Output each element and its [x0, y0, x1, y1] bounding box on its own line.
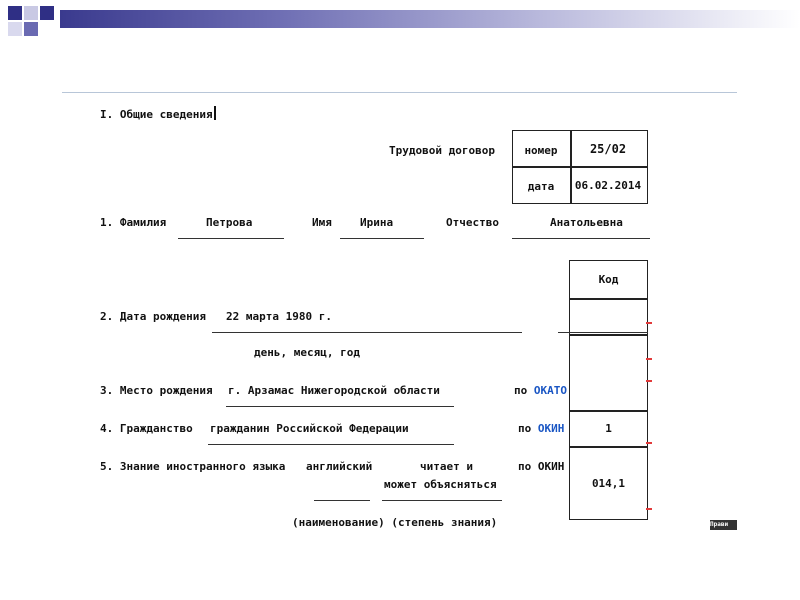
birthdate-label: 2. Дата рождения	[100, 310, 206, 323]
birthdate-underline	[212, 332, 522, 333]
decor-square	[24, 22, 38, 36]
cutoff-label: Прави	[710, 520, 737, 530]
patronymic-label: Отчество	[446, 216, 499, 229]
language-level-underline	[382, 500, 502, 501]
code-header: Код	[598, 273, 619, 286]
contract-date-label: дата	[527, 180, 555, 193]
header-gradient	[60, 10, 800, 28]
language-code[interactable]: 014,1	[591, 477, 626, 490]
surname-value[interactable]: Петрова	[206, 216, 253, 229]
decor-square	[24, 6, 38, 20]
patronymic-underline	[512, 238, 650, 239]
language-hint: (наименование) (степень знания)	[292, 516, 498, 529]
section-title: I. Общие сведения	[100, 106, 216, 121]
birthplace-label: 3. Место рождения	[100, 384, 213, 397]
code-row-divider	[569, 446, 648, 448]
slide-header-bar	[0, 0, 800, 40]
contract-date-value[interactable]: 06.02.2014	[574, 179, 642, 192]
decor-square	[8, 22, 22, 36]
decor-square	[8, 6, 22, 20]
contract-number-label: номер	[524, 144, 558, 157]
birthdate-code-underline	[558, 332, 648, 333]
surname-underline	[178, 238, 284, 239]
language-label: 5. Знание иностранного языка	[100, 460, 286, 473]
code-row-divider	[569, 334, 648, 336]
birthplace-underline	[226, 406, 454, 407]
language-level-line1[interactable]: читает и	[420, 460, 473, 473]
citizenship-label: 4. Гражданство	[100, 422, 193, 435]
birthplace-value[interactable]: г. Арзамас Нижегородской области	[228, 384, 440, 397]
contract-divider	[512, 166, 648, 168]
citizenship-code[interactable]: 1	[605, 422, 612, 435]
margin-marker	[646, 508, 652, 510]
birthdate-hint: день, месяц, год	[254, 346, 360, 359]
contract-number-value[interactable]: 25/02	[589, 142, 627, 156]
surname-label: 1. Фамилия	[100, 216, 167, 229]
patronymic-value[interactable]: Анатольевна	[550, 216, 623, 229]
margin-marker	[646, 442, 652, 444]
language-level-line2[interactable]: может объясняться	[384, 478, 497, 491]
code-row-divider	[569, 410, 648, 412]
text-cursor	[214, 106, 216, 120]
decor-square	[40, 6, 54, 20]
form-document	[62, 92, 737, 537]
contract-label: Трудовой договор	[389, 144, 495, 157]
citizenship-underline	[208, 444, 454, 445]
okato-reference: по ОКАТО	[514, 384, 567, 397]
language-name-underline	[314, 500, 370, 501]
margin-marker	[646, 322, 652, 324]
name-value[interactable]: Ирина	[360, 216, 394, 229]
name-underline	[340, 238, 424, 239]
birthdate-value[interactable]: 22 марта 1980 г.	[226, 310, 332, 323]
margin-marker	[646, 380, 652, 382]
language-value[interactable]: английский	[306, 460, 373, 473]
okin-reference: по ОКИН	[518, 422, 565, 435]
okin2-reference: по ОКИН	[518, 460, 565, 473]
margin-marker	[646, 358, 652, 360]
code-row-divider	[569, 298, 648, 300]
top-divider	[62, 92, 737, 93]
citizenship-value[interactable]: гражданин Российской Федерации	[210, 422, 409, 435]
name-label: Имя	[312, 216, 332, 229]
